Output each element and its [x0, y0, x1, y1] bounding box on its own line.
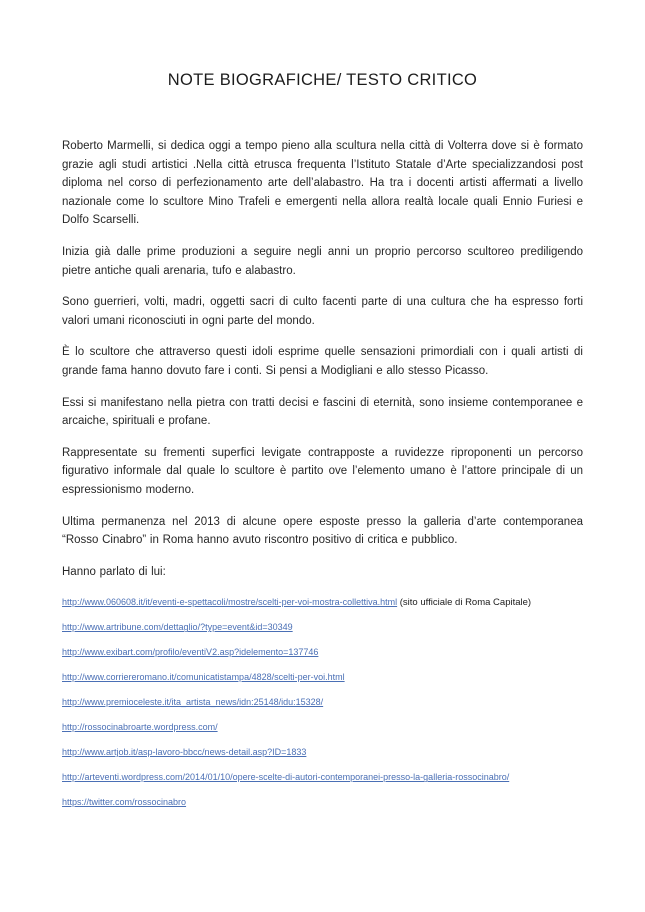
- paragraph: Ultima permanenza nel 2013 di alcune opere esposte presso la galleria d’arte contemporanea “Rosso Cinabro” in Roma hanno avuto riscontro positivo di critica e pubblico.: [62, 515, 583, 547]
- hyperlink[interactable]: http://www.exibart.com/profilo/eventiV2.asp?idelemento=137746: [62, 647, 319, 658]
- link-line: [62, 597, 583, 609]
- link-line: [62, 622, 583, 634]
- links-list: [62, 597, 583, 809]
- hyperlink[interactable]: http://www.corriereromano.it/comunicatistampa/4828/scelti-per-voi.html: [62, 672, 345, 683]
- link-line: [62, 647, 583, 659]
- link-line: [62, 747, 583, 759]
- link-line: [62, 722, 583, 734]
- hyperlink[interactable]: http://www.060608.it/it/eventi-e-spettacoli/mostre/scelti-per-voi-mostra-collettiva.html: [62, 597, 398, 608]
- paragraph: Roberto Marmelli, si dedica oggi a tempo pieno alla scultura nella città di Volterra dove si è formato grazie agli studi artistici .Nella città etrusca frequenta l’Istituto Statale d’Arte specializzandosi post diploma nel corso di perfezionamento arte dell’alabastro. Ha tra i docenti artisti affermati a livello nazionale come lo scultore Mino Trafeli e emergenti nella allora realtà locale quali Ennio Furiesi e Dolfo Scarselli.: [62, 140, 583, 227]
- link-line: [62, 672, 583, 684]
- paragraph: È lo scultore che attraverso questi idoli esprime quelle sensazioni primordiali con i quali artisti di grande fama hanno dovuto fare i conti. Si pensi a Modigliani e allo stesso Picasso.: [62, 346, 583, 377]
- link-line: [62, 697, 583, 709]
- hyperlink[interactable]: https://twitter.com/rossocinabro: [62, 797, 187, 808]
- hyperlink[interactable]: http://www.artribune.com/dettaglio/?type=event&id=30349: [62, 622, 293, 633]
- paragraph: Inizia già dalle prime produzioni a seguire negli anni un proprio percorso scultoreo prediligendo pietre antiche quali arenaria, tufo e alabastro.: [62, 245, 583, 277]
- links-intro: Hanno parlato di lui:: [62, 565, 166, 578]
- hyperlink[interactable]: http://www.artjob.it/asp-lavoro-bbcc/news-detail.asp?ID=1833: [62, 747, 307, 758]
- hyperlink[interactable]: http://www.premioceleste.it/ita_artista_news/idn:25148/idu:15328/: [62, 697, 324, 708]
- paragraph: Sono guerrieri, volti, madri, oggetti sacri di culto facenti parte di una cultura che ha espresso forti valori umani riconosciuti in ogni parte del mondo.: [62, 296, 583, 327]
- link-suffix: (sito ufficiale di Roma Capitale): [397, 597, 532, 609]
- hyperlink[interactable]: http://arteventi.wordpress.com/2014/01/10/opere-scelte-di-autori-contemporanei-presso-la-galleria-rossocinabro/: [62, 772, 510, 783]
- body-paragraphs: [62, 137, 583, 550]
- paragraph: Essi si manifestano nella pietra con tratti decisi e fascini di eternità, sono insieme contemporanee e arcaiche, spirituali e profane.: [62, 396, 583, 428]
- link-line: [62, 772, 583, 784]
- hyperlink[interactable]: http://rossocinabroarte.wordpress.com/: [62, 722, 218, 733]
- link-line: [62, 797, 583, 809]
- document-title: NOTE BIOGRAFICHE/ TESTO CRITICO: [167, 71, 478, 89]
- paragraph: Rappresentate su frementi superfici levigate contrapposte a ruvidezze riproponenti un percorso figurativo informale dal quale lo scultore è partito ove l’elemento umano è l’attore principale di un espressionismo moderno.: [62, 446, 583, 496]
